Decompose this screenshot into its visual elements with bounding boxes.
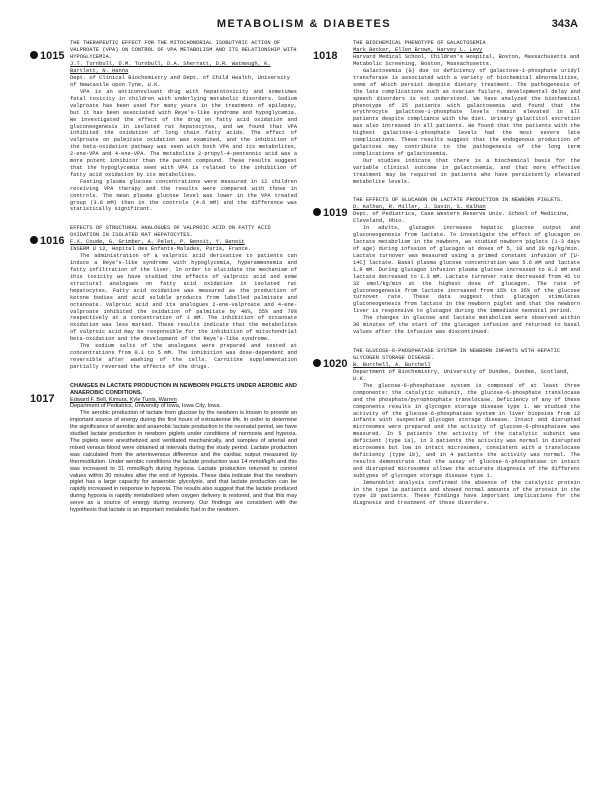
abstract-columns xyxy=(30,40,580,788)
abstract-affiliation: Department of Biochemistry, University of Dundee, Dundee, Scotland, U.K. xyxy=(353,368,570,382)
abstract-body: The glucose-6-phosphatase system is composed of at least three components: the catalytic subunit, the glucose-6-phosphate translocase and the phosphate/pyrophosphate translocase. Deficiency of any of these components results in glycogen storage disease type 1. We studied the activity of the glucose-6-phosphatase system in liver biopsies from 12 infants with suspected glycogen storage disease. Intact and disrupted microsomes were prepared and the activity of glucose-6-phosphatase was measured. In 5 patients the activity of the catalytic subunit was deficient (type 1a), in 3 patients the activity was normal in disrupted microsomes but low in intact microsomes, consistent with a translocase deficiency (type 1b), and in 4 patients the activity was normal. The results demonstrate that the assay of glucose-6-phosphatase in intact and disrupted microsomes allows the accurate diagnosis of the different subtypes of glycogen storage disease type 1. xyxy=(353,382,580,479)
left-column xyxy=(30,40,297,788)
abstract-body: Immunoblot analysis confirmed the absence of the catalytic protein in the type 1a patients and showed normal amounts of the protein in the type 1b patients. These findings have important implications for the diagnosis and treatment of these disorders. xyxy=(353,479,580,507)
abstract-body: The changes in glucose and lactate metabolism were observed within 30 minutes of the start of the glucagon infusion and returned to basal values after the infusion was discontinued. xyxy=(353,315,580,335)
abstract-affiliation: Department of Pediatrics, University of Iowa, Iowa City, Iowa. xyxy=(70,403,221,410)
abstract-title: THE THERAPEUTIC EFFECT FOR THE MITOCHONDRIAL ISOBUTYRIC ACTION OF VALPROATE (VPA) ON CONTROL OF VPA METABOLISM AND ITS RELATIONSHIP WITH HYPOGLYCEMIA. xyxy=(70,40,297,60)
abstract-affiliation: Dept. of Clinical Biochemistry and Dept. of Child Health, University of Newcastle upon Tyne, U.K. xyxy=(70,75,290,88)
running-title: METABOLISM & DIABETES xyxy=(216,18,392,30)
abstract-1020 xyxy=(313,348,580,507)
page-number: 343A xyxy=(551,18,578,30)
abstract-number: 1016 xyxy=(30,235,70,247)
abstract-title: THE BIOCHEMICAL PHENOTYPE OF GALACTOSEMIA xyxy=(353,40,486,46)
abstract-authors: F.X. Coude, G. Grimber, A. Pelet, P. Benoit, Y. Benoit xyxy=(70,239,245,246)
abstract-1019 xyxy=(313,197,580,336)
abstract-body: The sodium salts of the analogues were prepared and tested at concentrations from 0.1 to 5 mM. The inhibition was dose-dependent and reversible after washing of the cells. Carnitine supplementation partially reversed the effects of the drugs. xyxy=(70,343,297,370)
page-header xyxy=(30,18,578,36)
abstract-number: 1020 xyxy=(313,358,353,370)
abstract-body: The administration of a valproic acid derivative to patients can induce a Reye's-like syndrome with hypoglycemia, hyperammonemia and fatty infiltration of the liver. In order to elucidate the mechanism of this toxicity we have studied the effects of valproic acid and some structural analogues on fatty acid oxidation in isolated rat hepatocytes. Fatty acid oxidation was measured as the production of ketone bodies and acid soluble products from labelled palmitate and octanoate. Valproic acid and its analogues 2-ene-valproate and 4-ene-valproate inhibited the oxidation of palmitate by 40%, 55% and 70% respectively at a concentration of 1 mM. The inhibition of octanoate oxidation was less marked. These results indicate that the metabolites of valproic acid may be responsible for the inhibition of mitochondrial beta-oxidation and the development of the Reye's-like syndrome. xyxy=(70,253,297,343)
abstract-title: CHANGES IN LACTATE PRODUCTION IN NEWBORN PIGLETS UNDER AEROBIC AND ANAEROBIC CONDITIONS. xyxy=(70,382,297,396)
abstract-authors: Mark Becker, Ellen Brown, Harvey L. Levy xyxy=(353,47,483,53)
abstract-number: 1015 xyxy=(30,50,70,62)
abstract-affiliation: Harvard Medical School, Children's Hospital, Boston, Massachusetts and Metabolic Screening, Boston, Massachusetts. xyxy=(353,54,580,67)
abstract-body: Fasting plasma glucose concentrations were measured in 12 children receiving VPA therapy and the results were compared with those in controls. The mean plasma glucose level was lower in the VPA treated group (3.8 mM) than in the controls (4.6 mM) and the difference was statistically significant. xyxy=(70,178,297,213)
abstract-number: 1019 xyxy=(313,207,353,219)
abstract-body: VPA is an anticonvulsant drug with hepatotoxicity and sometimes fatal toxicity in children with underlying metabolic disorders. Sodium valproate has been used for many years in the treatment of epilepsy, but it has been associated with Reye's-like syndrome and hypoglycemia. We investigated the effect of the drug on fatty acid oxidation and gluconeogenesis in isolated rat hepatocytes, and we found that VPA inhibited the oxidation of long chain fatty acids. The effect of valproate on palmitate oxidation was examined, and the inhibition of the beta-oxidation pathway was seen with both VPA and its metabolites, 2-ene-VPA and 4-ene-VPA. The metabolite 2-propyl-4-pentenoic acid was a more potent inhibitor than the parent compound. These results suggest that the hypoglycemia seen with VPA is related to the inhibition of fatty acid oxidation by its metabolites. xyxy=(70,89,297,178)
abstract-authors: J.T. Turnbull, D.M. Turnbull, D.A. Sherratt, D.R. Watmough, K. Bartlett, N. Hanna xyxy=(70,61,271,74)
right-column xyxy=(313,40,580,788)
abstract-1018 xyxy=(313,40,580,185)
abstract-body: Galactosemia (G) due to deficiency of galactose-1-phosphate uridyl transferase is associated with a variety of biochemical abnormalities, some of which persist despite dietary treatment. The pathogenesis of the late complications such as ovarian failure, developmental delay and speech disorders is not understood. We have analyzed the biochemical phenotype of 25 patients with galactosemia and found that the erythrocyte galactose-1-phosphate levels remain elevated in all patients despite compliance with the diet. Urinary galactitol excretion was also increased in all patients. We found that the patients with the highest galactose-1-phosphate levels had the most severe late complications. These results suggest that the endogenous production of galactose may contribute to the pathogenesis of the long term complications of galactosemia. xyxy=(353,68,580,157)
abstract-title: EFFECTS OF STRUCTURAL ANALOGUES OF VALPROIC ACID ON FATTY ACID OXIDATION IN ISOLATED RAT HEPATOCYTES. xyxy=(70,225,271,239)
abstract-title: THE GLUCOSE-6-PHOSPHATASE SYSTEM IN NEWBORN INFANTS WITH HEPATIC GLYCOGEN STORAGE DISEASE. xyxy=(353,347,561,361)
abstract-affiliation: Dept. of Pediatrics, Case Western Reserve Univ. School of Medicine, Cleveland, Ohio. xyxy=(353,211,570,225)
abstract-affiliation: INSERM U 12, Hopital des Enfants-Malades, Paris, France. xyxy=(70,246,252,253)
abstract-1015 xyxy=(30,40,297,213)
abstract-body: In adults, glucagon increases hepatic glucose output and gluconeogenesis from lactate. To investigate the effect of glucagon on lactate metabolism in the newborn, we studied newborn piglets (1-3 days of age) during infusion of glucagon at doses of 5, 10 and 20 ng/kg/min. Lactate turnover was measured using a primed constant infusion of [U-14C] lactate. Basal plasma glucose concentration was 5.6 mM and lactate 1.8 mM. During glucagon infusion plasma glucose increased to 8.2 mM and lactate decreased to 1.3 mM. Lactate turnover rate decreased from 45 to 32 umol/kg/min at the highest dose of glucagon. The rate of gluconeogenesis from lactate increased from 15% to 35% of the glucose turnover rate. These data suggest that glucagon stimulates gluconeogenesis from lactate in the newborn piglet and that the newborn liver is responsive to glucagon during the immediate neonatal period. xyxy=(353,225,580,315)
abstract-1017 xyxy=(30,383,297,514)
abstract-title: THE EFFECTS OF GLUCAGON ON LACTATE PRODUCTION IN NEWBORN PIGLETS. xyxy=(353,197,564,204)
abstract-body: The aerobic production of lactate from glucose by the newborn is known to provide an important source of energy during the first hours of extrauterine life. In order to determine the significance of aerobic and anaerobic lactate production in the neonatal period, we have studied lactate production in newborn piglets under conditions of normoxia and hypoxia. The piglets were anesthetized and ventilated mechanically, and samples of arterial and mixed venous blood were obtained at intervals during the study period. Lactate production was calculated from the arteriovenous difference and the cardiac output measured by thermodilution. Under aerobic conditions the lactate production was 14 mmol/kg/h and this was increased to 31 mmol/kg/h during hypoxia. Lactate production returned to control values within 30 minutes after the end of hypoxia. These data indicate that the newborn piglet has a large capacity for anaerobic glycolysis, and that lactate production can be rapidly increased in response to hypoxia. The results also suggest that the lactate produced during hypoxia is rapidly metabolized when oxygen delivery is restored, and that this may serve as a source of energy during recovery. Our findings are consistent with the hypothesis that lactate is an important metabolic fuel in the newborn. xyxy=(70,410,297,514)
abstract-number: 1017 xyxy=(30,392,55,405)
abstract-number: 1018 xyxy=(313,50,338,62)
abstract-body: Our studies indicate that there is a biochemical basis for the variable clinical outcome in galactosemia, and that more effective treatment may be required in patients who have persistently elevated metabolite levels. xyxy=(353,157,580,185)
abstract-authors: Edward F. Bell, Kimura, Kyle Tunis, Warren xyxy=(70,396,177,403)
abstract-authors: D. Kalhan, R. Miller, J. Savin, S. Kalhan xyxy=(353,204,486,211)
abstract-authors: B. Burchell, A. Burchell xyxy=(353,361,431,368)
abstract-1016 xyxy=(30,225,297,370)
